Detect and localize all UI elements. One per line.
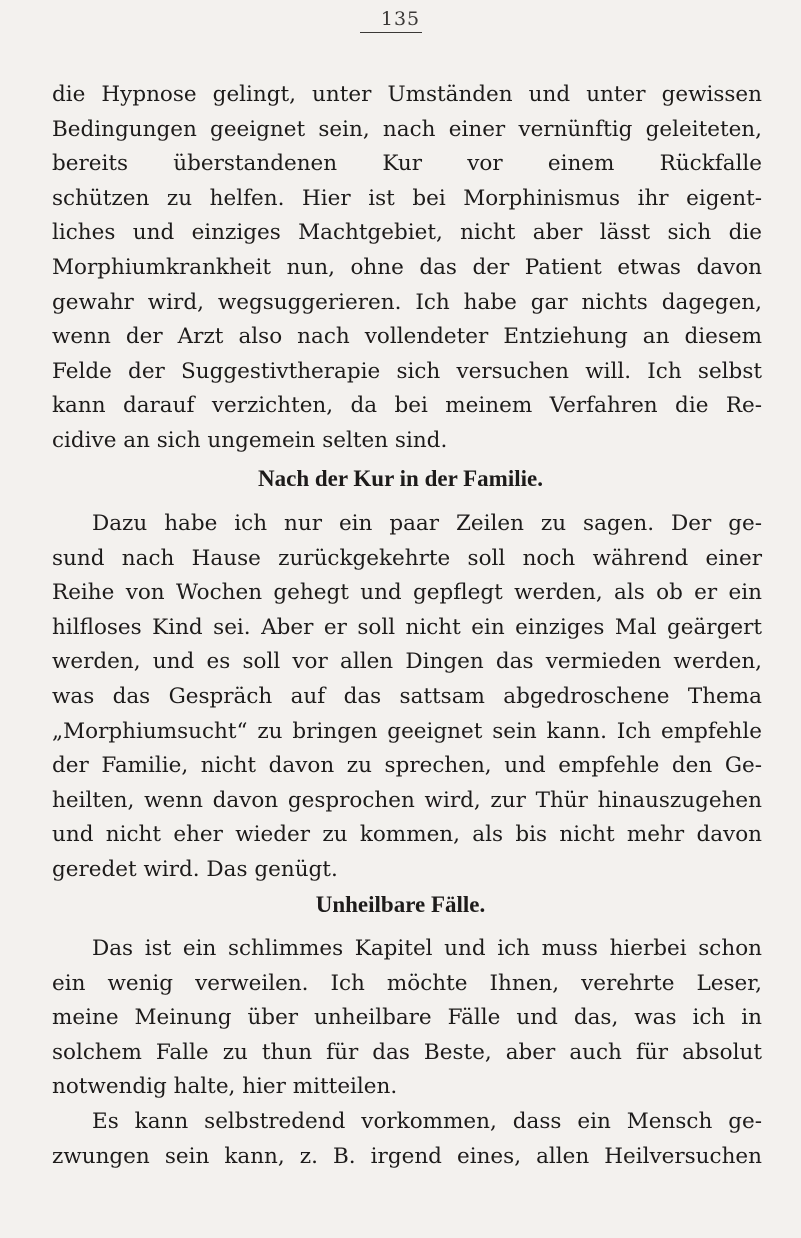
text-line: Morphiumkrankheit nun, ohne das der Patient etwas davon [52, 254, 762, 280]
text-line: schützen zu helfen. Hier ist bei Morphinismus ihr eigent- [52, 185, 762, 211]
text-line: Reihe von Wochen gehegt und gepflegt werden, als ob er ein [52, 580, 762, 606]
text-line: Das ist ein schlimmes Kapitel und ich muss hierbei schon [92, 936, 762, 961]
text-line: heilten, wenn davon gesprochen wird, zur Thür hinauszugehen [52, 787, 762, 813]
text-line: gewahr wird, wegsuggerieren. Ich habe gar nichts dagegen, [52, 289, 762, 315]
text-line: hilfloses Kind sei. Aber er soll nicht ein einziges Mal geärgert [52, 614, 762, 640]
text-line: liches und einziges Machtgebiet, nicht aber lässt sich die [52, 220, 762, 246]
section-heading-incurable: Unheilbare Fälle. [315, 892, 486, 917]
paragraph-intro [52, 78, 762, 459]
text-line: und nicht eher wieder zu kommen, als bis nicht mehr davon [52, 822, 762, 848]
text-line: wenn der Arzt also nach vollendeter Entziehung an diesem [52, 324, 762, 350]
text-line: Felde der Suggestivtherapie sich versuchen will. Ich selbst [52, 358, 762, 384]
text-line: sund nach Hause zurückgekehrte soll noch während einer [52, 545, 762, 571]
paragraph-incurable [52, 932, 762, 1174]
text-line: Bedingungen geeignet sein, nach einer vernünftig geleiteten, [52, 116, 762, 142]
section-heading-family: Nach der Kur in der Familie. [258, 466, 543, 491]
text-line: Dazu habe ich nur ein paar Zeilen zu sagen. Der ge- [92, 511, 762, 536]
text-line: geredet wird. Das genügt. [52, 856, 338, 882]
text-line: der Familie, nicht davon zu sprechen, und empfehle den Ge- [52, 753, 762, 779]
text-line: notwendig halte, hier mitteilen. [52, 1074, 398, 1100]
text-line: cidive an sich ungemein selten sind. [52, 427, 448, 453]
text-line: ein wenig verweilen. Ich möchte Ihnen, verehrte Leser, [52, 970, 762, 996]
paragraph-family [52, 507, 762, 888]
text-line: werden, und es soll vor allen Dingen das vermieden werden, [52, 649, 762, 675]
text-line: was das Gespräch auf das sattsam abgedroschene Thema [52, 683, 762, 709]
text-line: meine Meinung über unheilbare Fälle und das, was ich in [52, 1005, 762, 1031]
text-line: bereits überstandenen Kur vor einem Rückfalle [52, 151, 762, 177]
page-number-rule [360, 32, 422, 33]
text-line: Es kann selbstredend vorkommen, dass ein Mensch ge- [92, 1108, 762, 1134]
text-line: zwungen sein kann, z. B. irgend eines, allen Heilversuchen [52, 1143, 762, 1169]
text-line: solchem Falle zu thun für das Beste, aber auch für absolut [52, 1039, 762, 1065]
text-line: kann darauf verzichten, da bei meinem Verfahren die Re- [52, 393, 762, 419]
page-number: 135 [380, 8, 421, 30]
text-line: „Morphiumsucht“ zu bringen geeignet sein kann. Ich empfehle [52, 718, 762, 744]
text-line: die Hypnose gelingt, unter Umständen und unter gewissen [52, 82, 762, 107]
